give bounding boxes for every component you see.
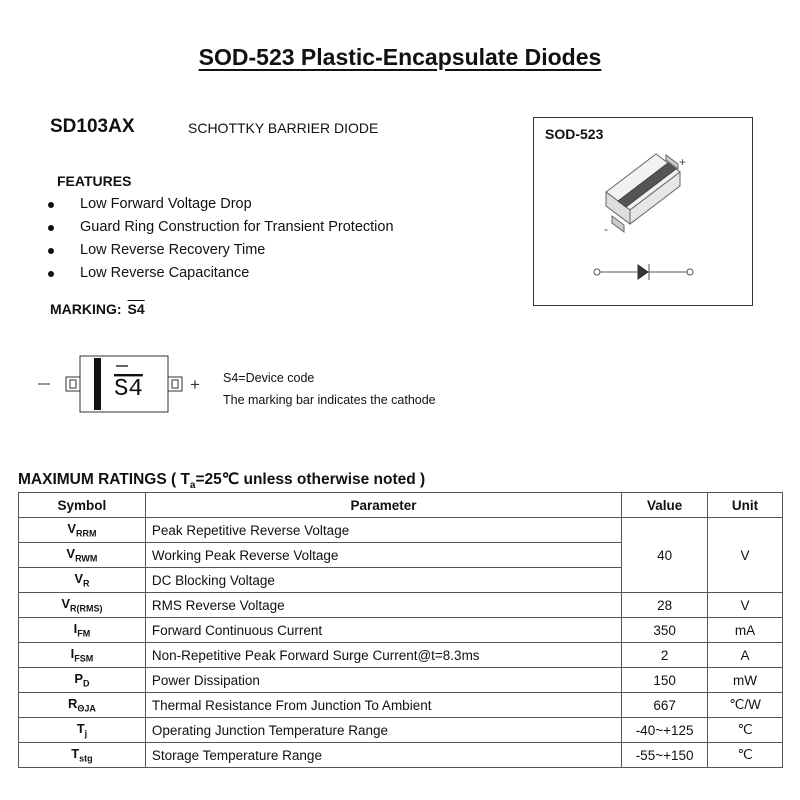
ratings-table — [18, 492, 783, 768]
feature-text: Low Reverse Capacitance — [80, 265, 250, 281]
part-number: SD103AX — [50, 116, 135, 137]
marking-diagram — [30, 350, 210, 420]
symbol-cell: $T_j$ — [19, 718, 146, 743]
feature-text: Low Reverse Recovery Time — [80, 242, 266, 258]
part-description: SCHOTTKY BARRIER DIODE — [188, 120, 379, 136]
unit-cell: mA — [708, 618, 783, 643]
unit-cell: ℃/W — [708, 693, 783, 718]
symbol-cell: $P_D$ — [19, 668, 146, 693]
marking-line — [50, 301, 145, 317]
symbol-cell: $V_{RRM}$ — [19, 518, 146, 543]
header-value: Value — [622, 493, 708, 518]
symbol-cell: $V_{R(RMS)}$ — [19, 593, 146, 618]
package-plus: + — [679, 155, 687, 169]
table-row — [19, 743, 783, 768]
feature-item — [48, 216, 394, 239]
parameter-cell: RMS Reverse Voltage — [145, 593, 621, 618]
marking-desc-line2: The marking bar indicates the cathode — [223, 393, 436, 407]
marking-description — [223, 367, 436, 411]
ratings-title-prefix: MAXIMUM RATINGS ( T — [18, 471, 190, 488]
table-row — [19, 643, 783, 668]
unit-cell: V — [708, 518, 783, 593]
parameter-cell: Power Dissipation — [145, 668, 621, 693]
table-row — [19, 668, 783, 693]
feature-text: Guard Ring Construction for Transient Protection — [80, 219, 394, 235]
marking-code: S4 — [127, 301, 145, 317]
marking-desc-line1: S4=Device code — [223, 371, 315, 385]
value-cell: 40 — [622, 518, 708, 593]
bullet-icon — [48, 271, 54, 277]
feature-item — [48, 193, 394, 216]
symbol-cell: $T_{stg}$ — [19, 743, 146, 768]
value-cell: 150 — [622, 668, 708, 693]
package-label: SOD-523 — [545, 126, 604, 142]
value-cell: 350 — [622, 618, 708, 643]
marking-diagram-code: S4 — [114, 376, 143, 403]
package-drawing — [534, 118, 752, 305]
bullet-icon — [48, 248, 54, 254]
feature-text: Low Forward Voltage Drop — [80, 196, 252, 212]
parameter-cell: DC Blocking Voltage — [145, 568, 621, 593]
parameter-cell: Thermal Resistance From Junction To Ambient — [145, 693, 621, 718]
value-cell: 2 — [622, 643, 708, 668]
parameter-cell: Forward Continuous Current — [145, 618, 621, 643]
unit-cell: ℃ — [708, 743, 783, 768]
value-cell: -40~+125 — [622, 718, 708, 743]
bullet-icon — [48, 202, 54, 208]
marking-label: MARKING: — [50, 301, 122, 317]
unit-cell: V — [708, 593, 783, 618]
table-row — [19, 718, 783, 743]
marking-plus: + — [190, 375, 200, 394]
unit-cell: A — [708, 643, 783, 668]
symbol-cell: $V_{RWM}$ — [19, 543, 146, 568]
table-row — [19, 693, 783, 718]
sod523-package-icon — [606, 154, 680, 232]
value-cell: 667 — [622, 693, 708, 718]
parameter-cell: Non-Repetitive Peak Forward Surge Current@t=8.3ms — [145, 643, 621, 668]
package-minus: - — [604, 222, 608, 236]
symbol-cell: $V_R$ — [19, 568, 146, 593]
unit-cell: mW — [708, 668, 783, 693]
page-title: SOD-523 Plastic-Encapsulate Diodes — [198, 44, 602, 70]
header-symbol: Symbol — [19, 493, 146, 518]
symbol-cell: $I_{FM}$ — [19, 618, 146, 643]
symbol-cell: $R_{\Theta JA}$ — [19, 693, 146, 718]
ratings-title-suffix: =25℃ unless otherwise noted ) — [195, 471, 426, 488]
table-row — [19, 593, 783, 618]
header-parameter: Parameter — [145, 493, 621, 518]
value-cell: -55~+150 — [622, 743, 708, 768]
diode-symbol-icon — [594, 264, 693, 280]
table-header-row — [19, 493, 783, 518]
package-box — [533, 117, 753, 306]
features-heading: FEATURES — [57, 173, 132, 189]
feature-item — [48, 262, 394, 285]
features-list — [48, 193, 394, 285]
ratings-title-sub: a — [189, 480, 196, 492]
table-row — [19, 518, 783, 543]
value-cell: 28 — [622, 593, 708, 618]
table-row — [19, 618, 783, 643]
bullet-icon — [48, 225, 54, 231]
parameter-cell: Storage Temperature Range — [145, 743, 621, 768]
unit-cell: ℃ — [708, 718, 783, 743]
cathode-bar — [94, 358, 101, 410]
parameter-cell: Operating Junction Temperature Range — [145, 718, 621, 743]
header-unit: Unit — [708, 493, 783, 518]
parameter-cell: Working Peak Reverse Voltage — [145, 543, 621, 568]
ratings-title — [18, 470, 425, 491]
feature-item — [48, 239, 394, 262]
parameter-cell: Peak Repetitive Reverse Voltage — [145, 518, 621, 543]
symbol-cell: $I_{FSM}$ — [19, 643, 146, 668]
